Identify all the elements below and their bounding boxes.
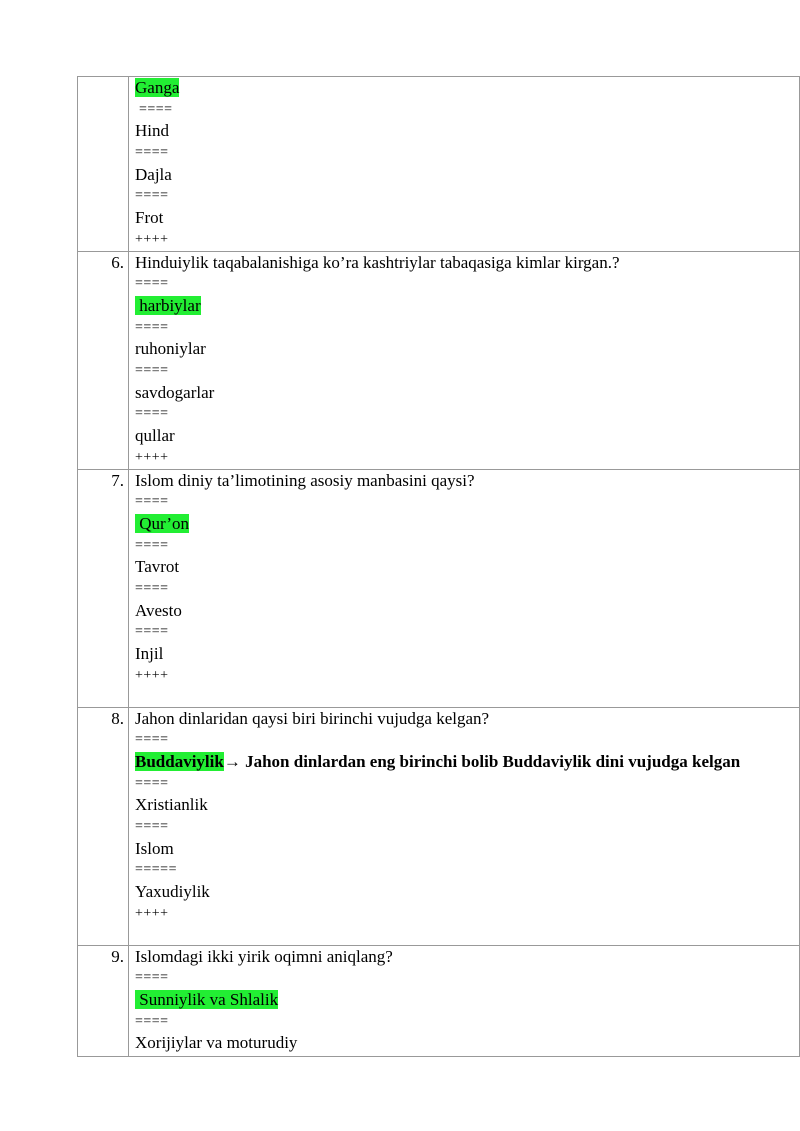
row-number: 6.: [78, 251, 129, 469]
question-text: Hinduiylik taqabalanishiga ko’ra kashtriylar tabaqasiga kimlar kirgan.?: [135, 252, 620, 272]
answer-explanation: → Jahon dinlardan eng birinchi bolib Buddaviylik dini vujudga kelgan: [223, 751, 741, 771]
answer-option-correct: Ganga: [135, 78, 180, 97]
table-row: [78, 945, 800, 1056]
row-content: [129, 945, 800, 1056]
separator: ====: [135, 363, 169, 379]
answer-option: Dajla: [135, 164, 172, 184]
answer-option: Hind: [135, 121, 169, 141]
answer-option-correct: [135, 751, 799, 773]
question-text: Jahon dinlaridan qaysi biri birinchi vujudga kelgan?: [135, 708, 490, 728]
row-content: [129, 707, 800, 945]
question-text: Islom diniy ta’limotining asosiy manbasini qaysi?: [135, 470, 475, 490]
answer-option: Injil: [135, 644, 164, 664]
row-content: [129, 251, 800, 469]
answer-option-correct: Qur’on: [135, 513, 189, 533]
separator: ====: [135, 101, 173, 117]
end-marker: ++++: [135, 449, 169, 465]
separator: ====: [135, 581, 169, 596]
end-marker: ++++: [135, 231, 169, 247]
row-content: [129, 77, 800, 252]
separator: ====: [135, 819, 169, 834]
separator: ====: [135, 970, 169, 986]
answer-option: Avesto: [135, 600, 182, 620]
table-row: [78, 251, 800, 469]
separator: ====: [135, 1013, 169, 1029]
separator: =====: [135, 862, 177, 878]
separator: ====: [135, 276, 169, 292]
separator: ====: [135, 319, 169, 335]
separator: ====: [135, 494, 169, 510]
correct-answer-highlight: Buddaviylik: [135, 751, 224, 771]
answer-option: Xorijiylar va moturudiy: [135, 1033, 298, 1053]
separator: ====: [135, 537, 169, 553]
row-number: 9.: [78, 945, 129, 1056]
separator: ====: [135, 145, 169, 161]
answer-option: savdogarlar: [135, 382, 215, 402]
question-text: Islomdagi ikki yirik oqimni aniqlang?: [135, 946, 393, 966]
table-row: [78, 469, 800, 707]
row-number: [78, 77, 129, 252]
row-number: 8.: [78, 707, 129, 945]
answer-option: qullar: [135, 426, 175, 446]
answer-option: ruhoniylar: [135, 339, 206, 359]
separator: ====: [135, 775, 169, 791]
separator: ====: [135, 406, 169, 422]
answer-option: Yaxudiylik: [135, 882, 210, 902]
row-content: [129, 469, 800, 707]
answer-option-correct: Sunniylik va Shlalik: [135, 989, 279, 1009]
answer-option: Xristianlik: [135, 795, 208, 815]
answer-option: Islom: [135, 838, 174, 858]
answer-option-correct: harbiylar: [135, 295, 201, 315]
separator: ====: [135, 624, 169, 640]
separator: ====: [135, 732, 169, 748]
table-row: [78, 77, 800, 252]
answer-option: Tavrot: [135, 557, 180, 577]
table-row: [78, 707, 800, 945]
end-marker: ++++: [135, 905, 169, 921]
quiz-table: [77, 76, 800, 1057]
answer-option: Frot: [135, 208, 164, 228]
row-number: 7.: [78, 469, 129, 707]
end-marker: ++++: [135, 667, 169, 683]
separator: ====: [135, 188, 169, 204]
